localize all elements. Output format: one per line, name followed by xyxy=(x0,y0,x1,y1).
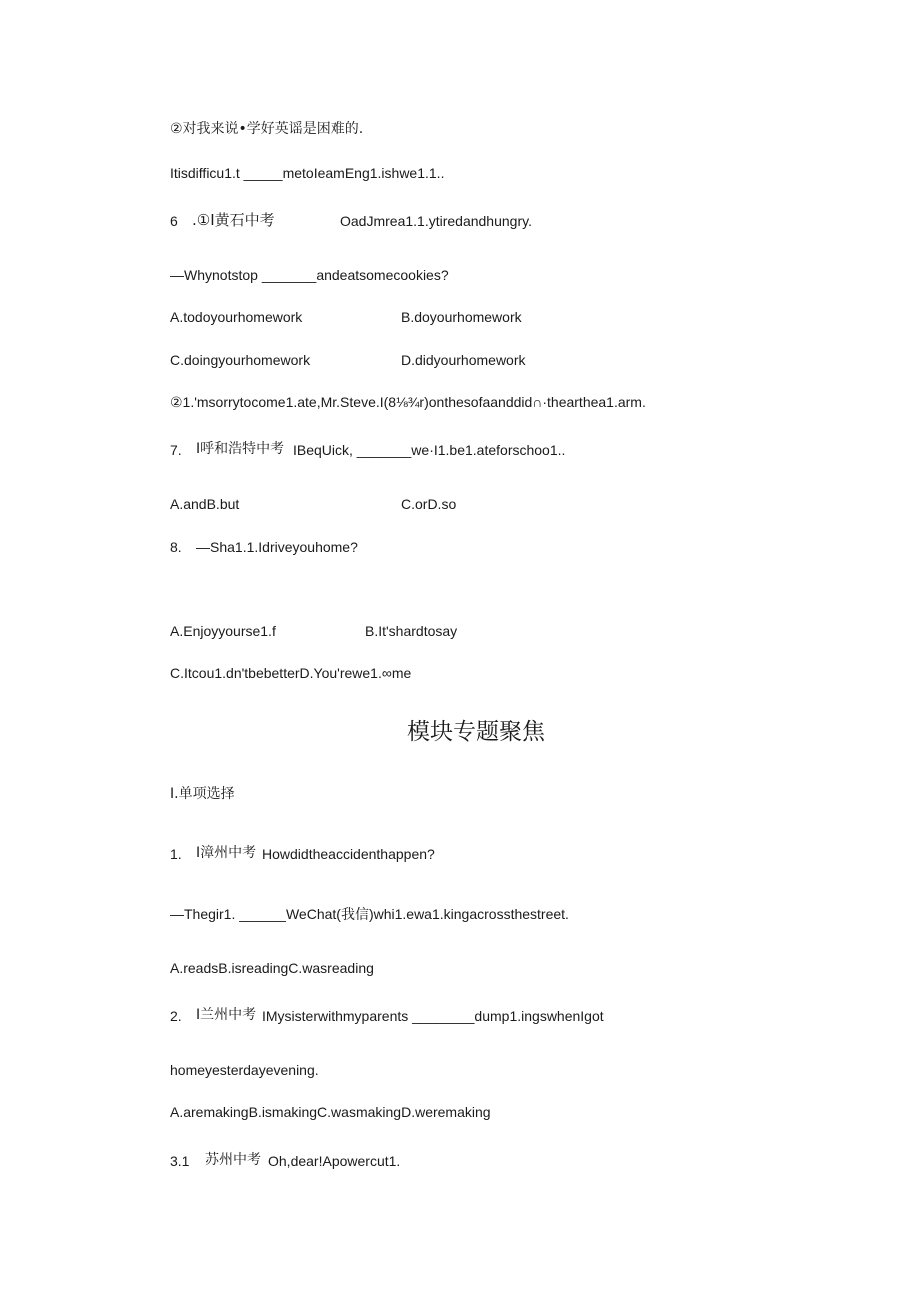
m-q2-number: 2. xyxy=(170,1008,182,1024)
q6-option-c: C.doingyourhomework xyxy=(170,352,311,368)
m-q1-source: I漳州中考 xyxy=(196,845,257,861)
q8-stem: —Sha1.1.Idriveyouhome? xyxy=(196,539,358,555)
m-q2-options: A.aremakingB.ismakingC.wasmakingD.weremaking xyxy=(170,1104,491,1120)
m-q1-stem: Howdidtheaccidenthappen? xyxy=(262,846,435,862)
q6-option-d: D.didyourhomework xyxy=(401,352,526,368)
q8-option-a: A.Enjoyyourse1.f xyxy=(170,623,276,639)
q6-option-a: A.todoyourhomework xyxy=(170,309,303,325)
q7-number: 7. xyxy=(170,442,182,458)
q6-source: .①I黄石中考 xyxy=(192,211,275,229)
m-q2-source: I兰州中考 xyxy=(196,1007,257,1023)
sub2-prompt: ②对我来说•学好英谣是困难的. xyxy=(170,121,364,137)
q7-stem: IBeqUick, _______we·I1.be1.ateforschoo1.. xyxy=(293,442,566,458)
q8-option-cd: C.Itcou1.dn'tbebetterD.You'rewe1.∞me xyxy=(170,665,412,681)
sub2-sentence: Itisdifficu1.t _____metoIeamEng1.ishwe1.1.. xyxy=(170,165,445,181)
m-q2-stem-cont: homeyesterdayevening. xyxy=(170,1062,319,1078)
m-q2-stem: IMysisterwithmyparents ________dump1.ingswhenIgot xyxy=(262,1008,604,1024)
m-q1-number: 1. xyxy=(170,846,182,862)
m-q1-options: A.readsB.isreadingC.wasreading xyxy=(170,960,374,976)
q6-item2: ②1.'msorrytocome1.ate,Mr.Steve.I(8⅛¾r)onthesofaanddid∩·theartheа1.arm. xyxy=(170,394,646,410)
q8-option-b: B.It'shardtosay xyxy=(365,623,458,639)
section-title: 模块专题聚焦 xyxy=(407,719,545,745)
q8-number: 8. xyxy=(170,539,182,555)
q6-stem: OadJmrea1.1.ytiredandhungry. xyxy=(340,213,532,229)
q7-source: I呼和浩特中考 xyxy=(196,441,285,457)
q7-option-ab: A.andB.but xyxy=(170,496,240,512)
m-q1-reply: —Thegir1. ______WeChat(我信)whi1.ewa1.kingacrossthestreet. xyxy=(170,906,569,922)
section-heading: I.单项选择 xyxy=(170,786,235,802)
q6-reply: —Whynotstop _______andeatsomecookies? xyxy=(170,267,449,283)
m-q3-stem: Oh,dear!Apowercut1. xyxy=(268,1153,401,1169)
q7-option-cd: C.orD.so xyxy=(401,496,457,512)
m-q3-number: 3.1 xyxy=(170,1153,190,1169)
q6-option-b: B.doyourhomework xyxy=(401,309,522,325)
m-q3-source: 苏州中考 xyxy=(205,1152,261,1168)
q6-number: 6 xyxy=(170,213,178,229)
